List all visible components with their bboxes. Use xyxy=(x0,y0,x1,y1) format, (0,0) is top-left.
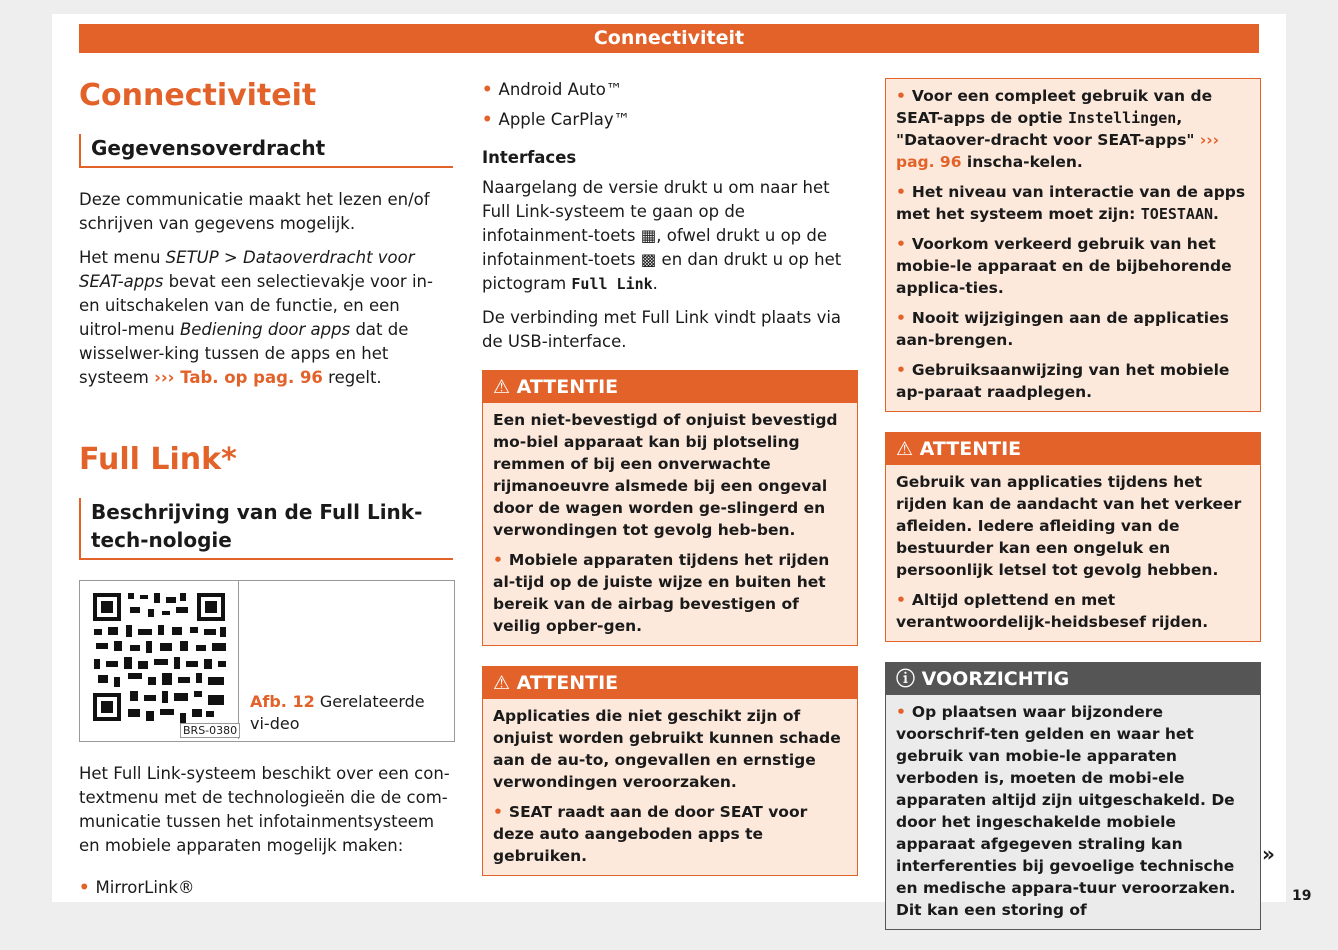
list-item: • MirrorLink® xyxy=(79,876,453,900)
note-bullet: • Voorkom verkeerd gebruik van het mobie-le apparaat en de bijbehorende applica-ties. xyxy=(896,233,1250,299)
caution-circle-icon: ⓘ xyxy=(896,668,916,690)
page-header-bar: Connectiviteit xyxy=(79,24,1259,53)
warning-triangle-icon: ⚠ xyxy=(493,376,511,398)
figure-code: BRS-0380 xyxy=(180,723,240,738)
warning-header: ⚠ ATTENTIE xyxy=(886,433,1260,465)
column-2 xyxy=(482,78,858,896)
full-link-label: Full Link xyxy=(571,275,653,293)
section-title-full-link: Full Link* xyxy=(79,442,237,477)
section-title: Connectiviteit xyxy=(79,78,317,113)
figure-caption: Afb. 12 Gerelateerde vi-deo xyxy=(250,692,425,733)
paragraph: Deze communicatie maakt het lezen en/of schrijven van gegevens mogelijk. xyxy=(79,190,430,233)
warning-bullet: • Mobiele apparaten tijdens het rijden al-tijd op de juiste wijze en buiten het bereik van de airbag bevestigen of veilig opber-gen. xyxy=(493,549,847,637)
note-bullet: • Voor een compleet gebruik van de SEAT-apps de optie Instellingen, "Dataover-dracht voor SEAT-apps" ››› pag. 96 inscha-kelen. xyxy=(896,85,1250,173)
page-reference-link[interactable]: ››› pag. 96 xyxy=(896,131,1220,171)
warning-box xyxy=(885,432,1261,642)
column-1 xyxy=(79,78,453,900)
subsection-title-full-link: Beschrijving van de Full Link-tech-nologie xyxy=(79,498,453,560)
infotainment-key-icon: ▦ xyxy=(640,226,657,245)
note-bullet: • Nooit wijzigingen aan de applicaties aan-brengen. xyxy=(896,307,1250,351)
warning-box xyxy=(482,666,858,876)
continue-mark: » xyxy=(1262,842,1275,866)
page-number: 19 xyxy=(1292,888,1312,904)
caution-box xyxy=(885,662,1261,930)
paragraph: Het Full Link-systeem beschikt over een con-textmenu met de technologieën die de com-municatie tussen het infotainmentsysteem en mobiele apparaten mogelijk maken: xyxy=(79,764,450,855)
subsection-title: Gegevensoverdracht xyxy=(79,134,453,168)
list-item: • Android Auto™ xyxy=(482,78,858,102)
figure xyxy=(79,580,455,742)
caution-header: ⓘ VOORZICHTIG xyxy=(886,663,1260,695)
warning-bullet: • Altijd oplettend en met verantwoordelijk-heidsbesef rijden. xyxy=(896,589,1250,633)
warning-text: Applicaties die niet geschikt zijn of onjuist worden gebruikt kunnen schade aan de au-to, ongevallen en ernstige verwondingen veroorzaken. xyxy=(493,707,841,791)
paragraph: Naargelang de versie drukt u om naar het Full Link-systeem te gaan op de infotainment-toets ▦, ofwel drukt u op de infotainment-toets ▩ en dan drukt u op het pictogram Full Link. xyxy=(482,178,842,293)
page-reference-link[interactable]: ››› Tab. op pag. 96 xyxy=(154,368,323,387)
paragraph: Het menu SETUP > Dataoverdracht voor SEAT-apps bevat een selectievakje voor in- en uitschakelen van de functie, en een uitrol-menu Bediening door apps dat de wisselwer-king tussen de apps en het systeem ››› Tab. op pag. 96 regelt. xyxy=(79,248,433,387)
warning-text: Een niet-bevestigd of onjuist bevestigd mo-biel apparaat kan bij plotseling remmen of bij een onverwachte rijmanoeuvre alsmede bij een ongeval door de wagen worden ge-slingerd en verwondingen tot gevolg heb-ben. xyxy=(493,411,838,539)
list-item: • Apple CarPlay™ xyxy=(482,108,858,132)
warning-header: ⚠ ATTENTIE xyxy=(483,667,857,699)
warning-triangle-icon: ⚠ xyxy=(493,672,511,694)
paragraph: De verbinding met Full Link vindt plaats via de USB-interface. xyxy=(482,308,842,351)
note-bullet: • Gebruiksaanwijzing van het mobiele ap-paraat raadplegen. xyxy=(896,359,1250,403)
note-bullet: • Het niveau van interactie van de apps met het systeem moet zijn: TOESTAAN. xyxy=(896,181,1250,225)
subheading-interfaces: Interfaces xyxy=(482,148,577,167)
warning-text: Gebruik van applicaties tijdens het rijden kan de aandacht van het verkeer afleiden. Iedere afleiding van de bestuurder kan een ongeluk en persoonlijk letsel tot gevolg hebben. xyxy=(896,473,1242,579)
qr-code-icon[interactable] xyxy=(80,581,239,739)
warning-box xyxy=(482,370,858,646)
warning-triangle-icon: ⚠ xyxy=(896,438,914,460)
caution-text: • Op plaatsen waar bijzondere voorschrif-ten gelden en waar het gebruik van mobie-le apparaten verboden is, moeten de mobi-ele apparaten altijd zijn uitgeschakeld. De door het ingeschakelde mobiele apparaat afgegeven straling kan interferenties bij gevoelige technische en medische appara-tuur veroorzaken. Dit kan een storing of xyxy=(896,701,1250,921)
warning-bullet: • SEAT raadt aan de door SEAT voor deze auto aangeboden apps te gebruiken. xyxy=(493,801,847,867)
menu-grid-icon: ▩ xyxy=(640,250,657,269)
warning-header: ⚠ ATTENTIE xyxy=(483,371,857,403)
notes-box xyxy=(885,78,1261,412)
column-3 xyxy=(885,78,1261,950)
